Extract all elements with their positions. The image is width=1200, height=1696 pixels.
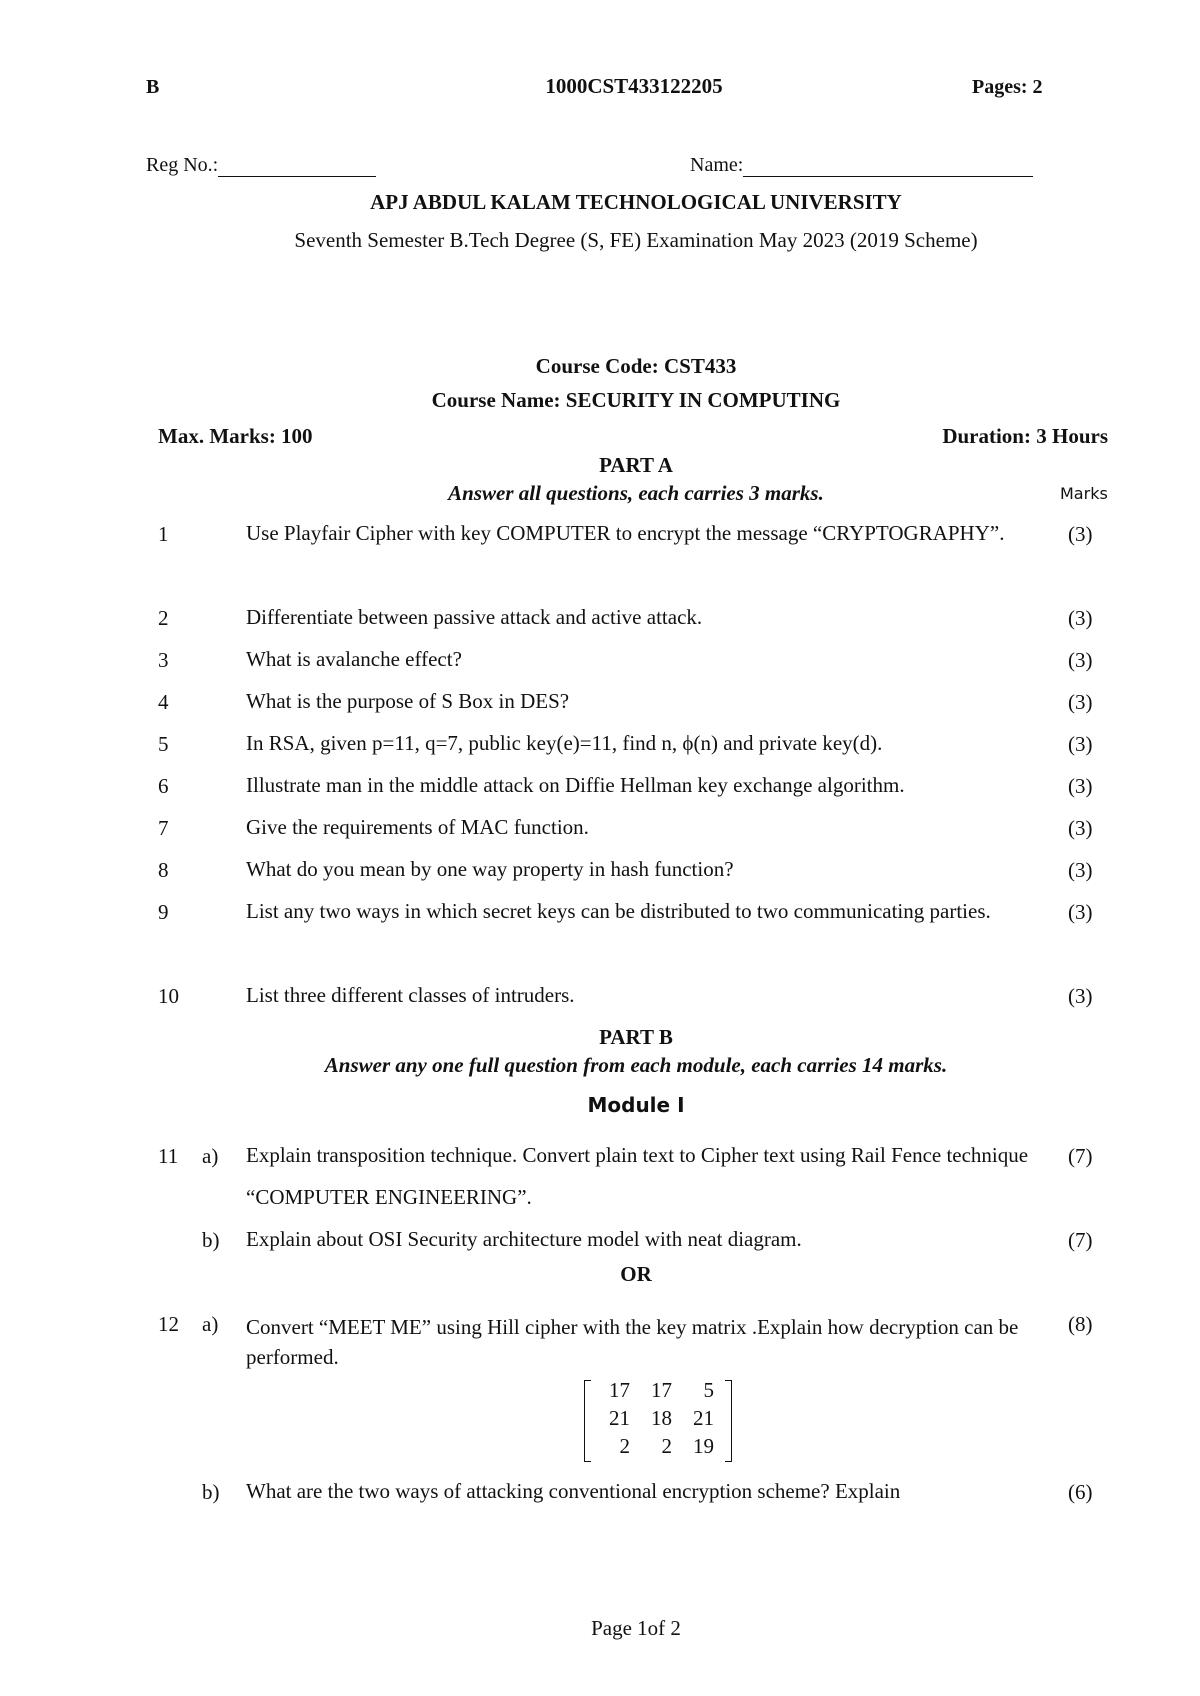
question-text: List three different classes of intruders. xyxy=(246,983,575,1007)
matrix-cell: 5 xyxy=(703,1378,714,1402)
question-text: Use Playfair Cipher with key COMPUTER to encrypt the message “CRYPTOGRAPHY”. xyxy=(246,521,1005,545)
key-matrix xyxy=(584,1378,732,1462)
matrix-cell: 21 xyxy=(609,1406,630,1430)
question-text: Illustrate man in the middle attack on Diffie Hellman key exchange algorithm. xyxy=(246,773,905,797)
sub-question-label: a) xyxy=(202,1144,219,1168)
matrix-right-bracket xyxy=(725,1380,732,1462)
sub-question-label: a) xyxy=(202,1312,219,1336)
matrix-cell: 17 xyxy=(651,1378,672,1402)
question-number: 7 xyxy=(158,816,169,840)
exam-title: Seventh Semester B.Tech Degree (S, FE) Examination May 2023 (2019 Scheme) xyxy=(294,228,978,252)
sub-question-label: b) xyxy=(202,1228,220,1252)
question-text: What are the two ways of attacking conventional encryption scheme? Explain xyxy=(246,1479,901,1503)
question-marks: (6) xyxy=(1068,1480,1093,1504)
question-marks: (3) xyxy=(1068,648,1093,672)
page-footer: Page 1of 2 xyxy=(591,1616,681,1640)
part-a-instruction: Answer all questions, each carries 3 marks. xyxy=(448,481,824,505)
matrix-cell: 17 xyxy=(609,1378,630,1402)
module-heading: Module I xyxy=(587,1093,685,1117)
matrix-row xyxy=(592,1378,724,1406)
question-number: 11 xyxy=(158,1144,179,1168)
matrix-row xyxy=(592,1406,724,1434)
question-number: 1 xyxy=(158,522,169,546)
question-marks: (3) xyxy=(1068,732,1093,756)
or-divider: OR xyxy=(620,1262,652,1286)
question-number: 9 xyxy=(158,900,169,924)
question-marks: (8) xyxy=(1068,1312,1093,1336)
question-marks: (3) xyxy=(1068,984,1093,1008)
part-a-title: PART A xyxy=(599,453,673,477)
question-marks: (3) xyxy=(1068,774,1093,798)
matrix-cell: 18 xyxy=(651,1406,672,1430)
question-number: 2 xyxy=(158,606,169,630)
series-code: B xyxy=(146,76,160,98)
question-number: 12 xyxy=(158,1312,179,1336)
question-text: What is avalanche effect? xyxy=(246,647,462,671)
matrix-row xyxy=(592,1434,724,1462)
question-number: 8 xyxy=(158,858,169,882)
matrix-cell: 2 xyxy=(661,1434,672,1458)
name-label: Name: xyxy=(690,154,744,176)
question-number: 10 xyxy=(158,984,179,1008)
question-marks: (3) xyxy=(1068,816,1093,840)
question-text: In RSA, given p=11, q=7, public key(e)=11, find n, ϕ(n) and private key(d). xyxy=(246,731,883,755)
question-text: What do you mean by one way property in hash function? xyxy=(246,857,734,881)
matrix-cell: 2 xyxy=(619,1434,630,1458)
question-number: 3 xyxy=(158,648,169,672)
question-text: Convert “MEET ME” using Hill cipher with the key matrix .Explain how decryption can be performed. xyxy=(246,1315,1019,1369)
name-line xyxy=(743,158,1033,177)
page-count: Pages: 2 xyxy=(972,76,1043,98)
question-marks: (3) xyxy=(1068,690,1093,714)
reg-no-line xyxy=(218,158,376,177)
name-field xyxy=(690,154,1033,177)
max-marks: Max. Marks: 100 xyxy=(158,424,313,448)
paper-code: 1000CST433122205 xyxy=(545,74,723,98)
question-text: What is the purpose of S Box in DES? xyxy=(246,689,570,713)
duration: Duration: 3 Hours xyxy=(942,424,1108,448)
question-marks: (3) xyxy=(1068,606,1093,630)
question-marks: (3) xyxy=(1068,900,1093,924)
course-name: Course Name: SECURITY IN COMPUTING xyxy=(431,388,841,412)
question-marks: (7) xyxy=(1068,1228,1093,1252)
part-b-instruction: Answer any one full question from each module, each carries 14 marks. xyxy=(324,1053,948,1077)
part-b-title: PART B xyxy=(599,1025,673,1049)
matrix-cell: 19 xyxy=(693,1434,714,1458)
university-title: APJ ABDUL KALAM TECHNOLOGICAL UNIVERSITY xyxy=(370,190,902,214)
marks-header: Marks xyxy=(1060,484,1108,503)
question-text: Explain about OSI Security architecture model with neat diagram. xyxy=(246,1227,802,1251)
question-marks: (3) xyxy=(1068,522,1093,546)
matrix-cell: 21 xyxy=(693,1406,714,1430)
question-number: 6 xyxy=(158,774,169,798)
question-number: 4 xyxy=(158,690,169,714)
question-marks: (7) xyxy=(1068,1144,1093,1168)
question-text: Give the requirements of MAC function. xyxy=(246,815,589,839)
question-number: 5 xyxy=(158,732,169,756)
reg-no-field xyxy=(146,154,376,177)
sub-question-label: b) xyxy=(202,1480,220,1504)
course-code: Course Code: CST433 xyxy=(535,354,737,378)
question-text: Differentiate between passive attack and active attack. xyxy=(246,605,703,629)
question-text: Explain transposition technique. Convert plain text to Cipher text using Rail Fence technique “COMPUTER ENGINEERING”. xyxy=(246,1143,1029,1209)
reg-no-label: Reg No.: xyxy=(146,154,219,176)
question-text: List any two ways in which secret keys can be distributed to two communicating parties. xyxy=(246,899,991,923)
question-marks: (3) xyxy=(1068,858,1093,882)
